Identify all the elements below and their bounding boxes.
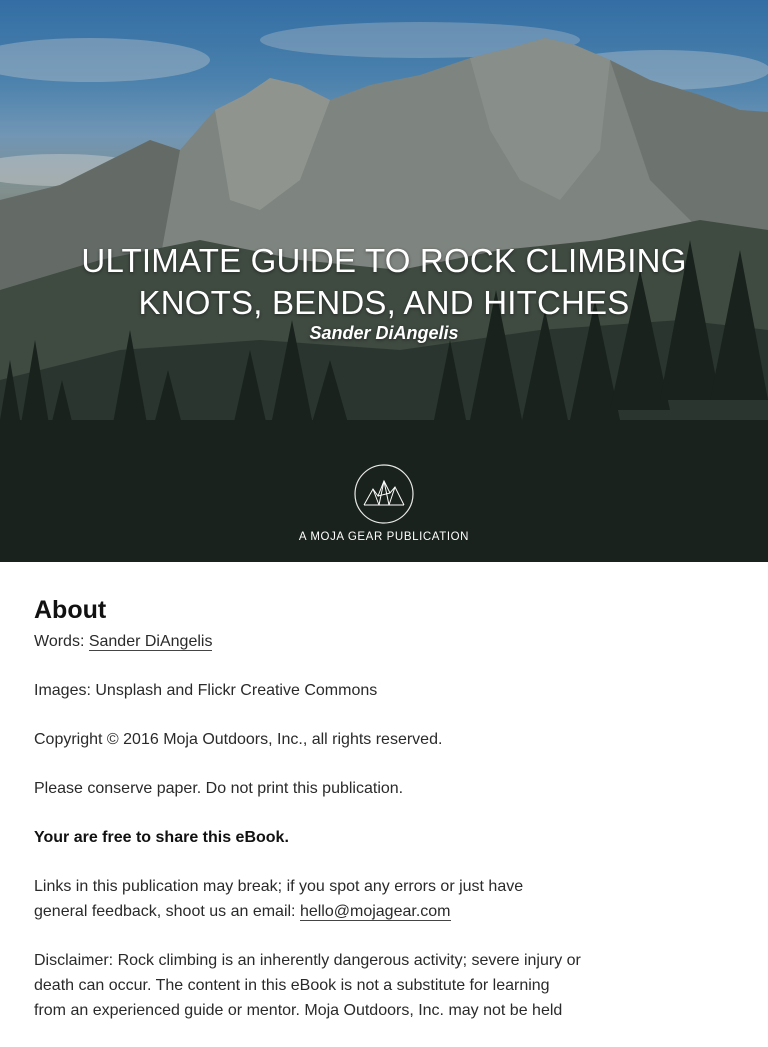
disclaimer-line-1: Disclaimer: Rock climbing is an inherently dangerous activity; severe injury or xyxy=(34,952,581,969)
disclaimer-line-2: death can occur. The content in this eBook is not a substitute for learning xyxy=(34,977,550,994)
disclaimer-line-3: from an experienced guide or mentor. Moja Outdoors, Inc. may not be held xyxy=(34,1002,563,1019)
conserve-notice: Please conserve paper. Do not print this publication. xyxy=(34,780,404,797)
author-link[interactable]: Sander DiAngelis xyxy=(88,633,213,650)
about-section xyxy=(34,594,614,1047)
feedback-line-2: general feedback, shoot us an email: xyxy=(34,903,300,920)
publisher-label: A MOJA GEAR PUBLICATION xyxy=(298,531,470,543)
copyright-notice: Copyright © 2016 Moja Outdoors, Inc., all rights reserved. xyxy=(34,731,443,748)
email-link[interactable]: hello@mojagear.com xyxy=(299,903,451,920)
book-title-line-1: ULTIMATE GUIDE TO ROCK CLIMBING xyxy=(81,242,687,280)
images-credit: Images: Unsplash and Flickr Creative Commons xyxy=(34,682,378,699)
about-heading: About xyxy=(34,596,107,624)
book-title-line-2: KNOTS, BENDS, AND HITCHES xyxy=(138,284,630,322)
feedback-paragraph xyxy=(34,874,614,924)
feedback-line-1: Links in this publication may break; if you spot any errors or just have xyxy=(34,878,524,895)
mountain-triangle-logo-icon xyxy=(353,463,415,525)
share-notice: Your are free to share this eBook. xyxy=(34,829,289,846)
words-label: Words: xyxy=(34,633,89,650)
words-credit xyxy=(34,629,614,654)
book-author: Sander DiAngelis xyxy=(309,323,459,343)
book-title xyxy=(0,240,768,324)
disclaimer-paragraph xyxy=(34,948,614,1023)
